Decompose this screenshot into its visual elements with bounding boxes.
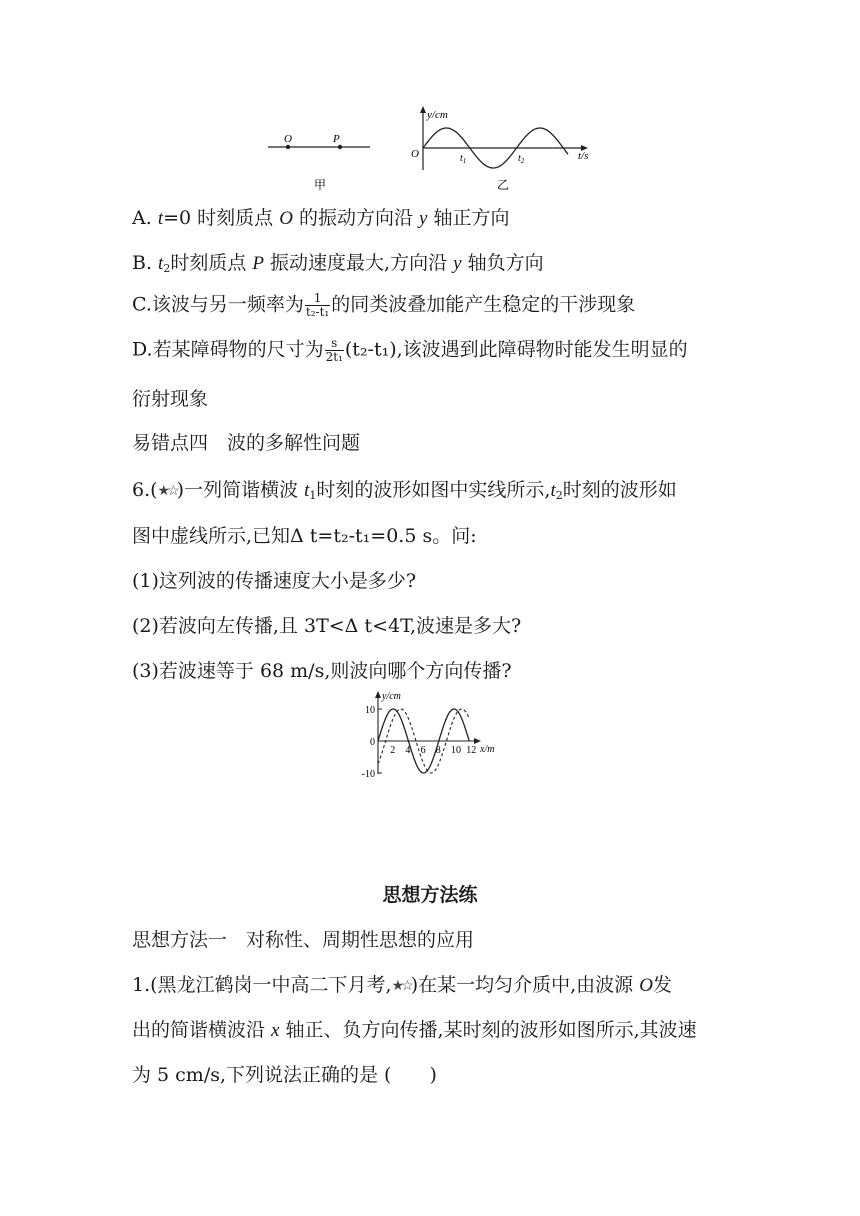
point-p-dot	[338, 145, 342, 149]
section-four-title: 易错点四 波的多解性问题	[132, 432, 361, 454]
t2-label: $t_2$	[518, 153, 525, 165]
method-one-title: 思想方法一 对称性、周期性思想的应用	[132, 929, 475, 951]
y-tick-label: -10	[361, 769, 375, 780]
x-tick-label: 4	[405, 745, 411, 756]
y-axis-arrow	[420, 106, 426, 113]
figure-top	[0, 0, 860, 200]
origin-label: O	[411, 148, 419, 160]
t1-label: $t_1$	[460, 153, 467, 165]
fraction-c: $\frac{1}{\text{t₂-t₁}}$	[305, 291, 330, 319]
option-c: C.该波与另一频率为 $\frac{1}{\text{t₂-t₁}}$ 的同类波叠加能产生稳定的干涉现象	[132, 291, 636, 319]
y-axis-label: y/cm	[427, 109, 448, 121]
difficulty-star-icon: ★☆	[391, 978, 411, 994]
y-tick-label: 0	[370, 737, 375, 748]
point-o-label: O	[284, 133, 292, 145]
q1-line3: 为 5 cm/s,下列说法正确的是 ( )	[132, 1064, 437, 1086]
q6-line1: 6.(★☆)一列简谐横波 $t_1$时刻的波形如图中实线所示$,t_2$时刻的波形如	[132, 479, 677, 502]
q6-sub1: (1)这列波的传播速度大小是多少?	[132, 570, 417, 592]
chart-x-label: x/m	[480, 744, 495, 755]
point-o-dot	[286, 145, 290, 149]
chart-y-arrow	[375, 691, 381, 698]
option-d: D.若某障碍物的尺寸为 $\frac{s}{\text{2t₁}}$ (t₂-t₁),该波遇到此障碍物时能发生明显的	[132, 336, 688, 364]
q6-sub3: (3)若波速等于 68 m/s,则波向哪个方向传播?	[132, 660, 512, 682]
x-tick-label: 10	[451, 745, 461, 756]
x-tick-label: 2	[390, 745, 396, 756]
t-axis-label: t/s	[578, 150, 589, 162]
wave-chart	[0, 688, 860, 788]
q1-line2: 出的简谐横波沿 x 轴正、负方向传播,某时刻的波形如图所示,其波速	[132, 1019, 697, 1041]
x-tick-label: 8	[435, 745, 441, 756]
x-tick-label: 6	[420, 745, 426, 756]
chart-y-label: y/cm	[382, 691, 401, 702]
point-p-label: P	[333, 133, 340, 145]
caption-yi: 乙	[497, 178, 510, 192]
q6-sub2: (2)若波向左传播,且 3T<Δ t<4T,波速是多大?	[132, 615, 522, 637]
option-d-line2: 衍射现象	[132, 388, 209, 410]
q6-line2: 图中虚线所示,已知Δ t=t₂-t₁=0.5 s。问:	[132, 525, 477, 547]
option-a: A. t=0 时刻质点 O 的振动方向沿 y 轴正方向	[132, 207, 510, 229]
option-b: B. $t_2$时刻质点 P 振动速度最大,方向沿 y 轴负方向	[132, 252, 544, 275]
caption-jia: 甲	[314, 178, 327, 192]
section-heading: 思想方法练	[382, 884, 478, 906]
difficulty-star-icon: ★☆	[157, 483, 177, 499]
y-tick-label: 10	[365, 705, 375, 716]
fraction-d: $\frac{s}{\text{2t₁}}$	[325, 336, 343, 364]
x-tick-label: 12	[466, 745, 477, 756]
q1-line1: 1.(黑龙江鹤岗一中高二下月考,★☆)在某一均匀介质中,由波源 O发	[132, 974, 672, 996]
